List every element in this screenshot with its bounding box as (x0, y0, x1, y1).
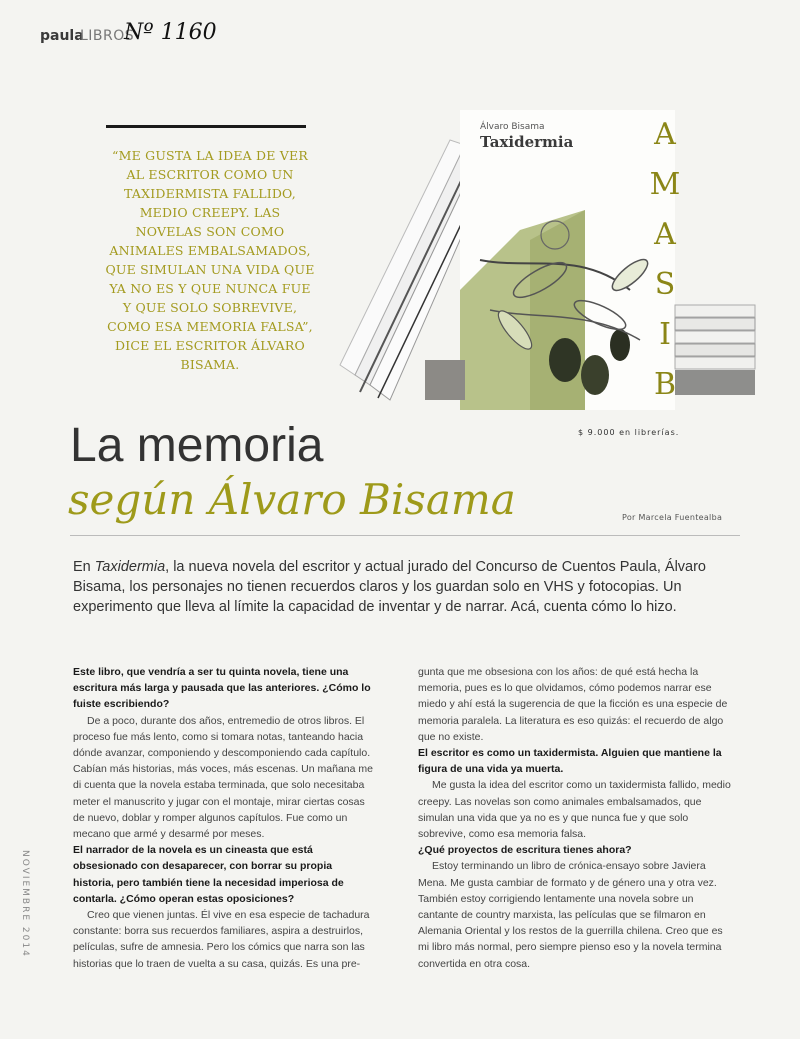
article-title-line1: La memoria (70, 419, 324, 472)
book-cover-author: Álvaro Bisama (480, 122, 545, 132)
magazine-name: paula (40, 28, 84, 44)
pull-quote-rule (106, 125, 306, 128)
handwritten-issue-note: Nº 1160 (124, 20, 217, 45)
interview-question: Este libro, que vendría a ser tu quinta novela, tiene una escritura más larga y pausada que las anteriores. ¿Cómo lo fuiste escribiendo? (73, 666, 371, 711)
spine-letter: I (659, 317, 671, 352)
interview-question: ¿Qué proyectos de escritura tienes ahora? (418, 844, 632, 857)
spine-letter: A (654, 217, 676, 252)
book-cover-spine-text (648, 110, 682, 410)
interview-answer-continued: gunta que me obsesiona con los años: de qué está hecha la memoria, pues es lo que olvidamos, cómo podemos narrar ese miedo y ahí está la sugerencia de que la ficción es una especie de memoria paralela. La literatura es eso quizás: el recuerdo de algo que no existe. (418, 666, 728, 743)
section-label: LIBROS (80, 28, 135, 44)
intro-book-title: Taxidermia (94, 559, 166, 575)
intro-pre: En (73, 559, 95, 575)
article-intro (73, 557, 743, 617)
page-side-tab: NOVIEMBRE 2014 (20, 850, 30, 958)
byline: Por Marcela Fuentealba (622, 513, 723, 522)
interview-question: El escritor es como un taxidermista. Alguien que mantiene la figura de una vida ya muerta. (418, 747, 722, 776)
interview-column-right (418, 664, 736, 972)
interview-column-left (73, 664, 375, 972)
spine-letter: B (653, 367, 677, 402)
spine-letter: A (654, 117, 676, 152)
pull-quote: “ME GUSTA LA IDEA DE VER AL ESCRITOR COMO UN TAXIDERMISTA FALLIDO, MEDIO CREEPY. LAS NOVELAS SON COMO ANIMALES EMBALSAMADOS, QUE SIMULAN UNA VIDA QUE YA NO ES Y QUE NUNCA FUE Y QUE SOLO SOBREVIVE, COMO ESA MEMORIA FALSA”, DICE EL ESCRITOR ÁLVARO BISAMA. (105, 148, 315, 372)
article-title-line2: según Álvaro Bisama (68, 475, 516, 524)
intro-rest: , la nueva novela del escritor y actual jurado del Concurso de Cuentos Paula, Álvaro Bisama, los personajes no tienen recuerdos claros y los guardan solo en VHS y fotocopias. Un experimento que lleva al límite la capacidad de inventar y de narrar. Acá, cuenta cómo lo hizo. (73, 559, 706, 615)
interview-answer: Estoy terminando un libro de crónica-ensayo sobre Javiera Mena. Me gusta cambiar de formato y de género una y otra vez. También estoy corrigiendo lentamente una novela sobre un cantante de country marxista, las películas que se filmaron en Alemania Oriental y los restos de la guerrilla chilena. Creo que es mi libro más normal, pero siempre pienso eso y la novela termina convertida en otra cosa. (418, 860, 723, 970)
interview-answer: Me gusta la idea del escritor como un taxidermista fallido, medio creepy. Las novelas son como animales embalsamados, que simulan una vida que ya no es y que nunca fue y que solo sobrevive, como esa memoria falsa. (418, 779, 731, 841)
interview-question: El narrador de la novela es un cineasta que está obsesionado con desaparecer, con borrar su propia historia, pero también tiene la necesidad imperiosa de contarla. ¿Cómo operan estas oposiciones? (73, 844, 344, 905)
spine-letter: S (654, 267, 676, 302)
interview-answer: Creo que vienen juntas. Él vive en esa especie de tachadura constante: borra sus recuerdos familiares, aspira a destruirlos, películas, sufre de amnesia. Pero los cómics que narra son las historias que lo traen de vuelta a su casa, quizás. Es una pre- (73, 909, 370, 970)
interview-answer: De a poco, durante dos años, entremedio de otros libros. El proceso fue más lento, como si tomara notas, tanteando hacia dónde avanzar, componiendo y descomponiendo cada capítulo. Cabían más historias, más voces, más escenas. Un mañana me di cuenta que la novela estaba terminada, que solo necesitaba meter el manuscrito y jugar con el montaje, mirar ciertas cosas de nuevo, doblar y romper algunos capítulos. Fue como un mecano que armé y desarmé por meses. (73, 714, 373, 841)
book-cover-title: Taxidermia (480, 133, 574, 151)
book-price: $ 9.000 en librerías. (578, 428, 680, 437)
book-cover-illustration (330, 110, 780, 410)
spine-letter: M (649, 167, 681, 202)
title-divider (70, 535, 740, 536)
